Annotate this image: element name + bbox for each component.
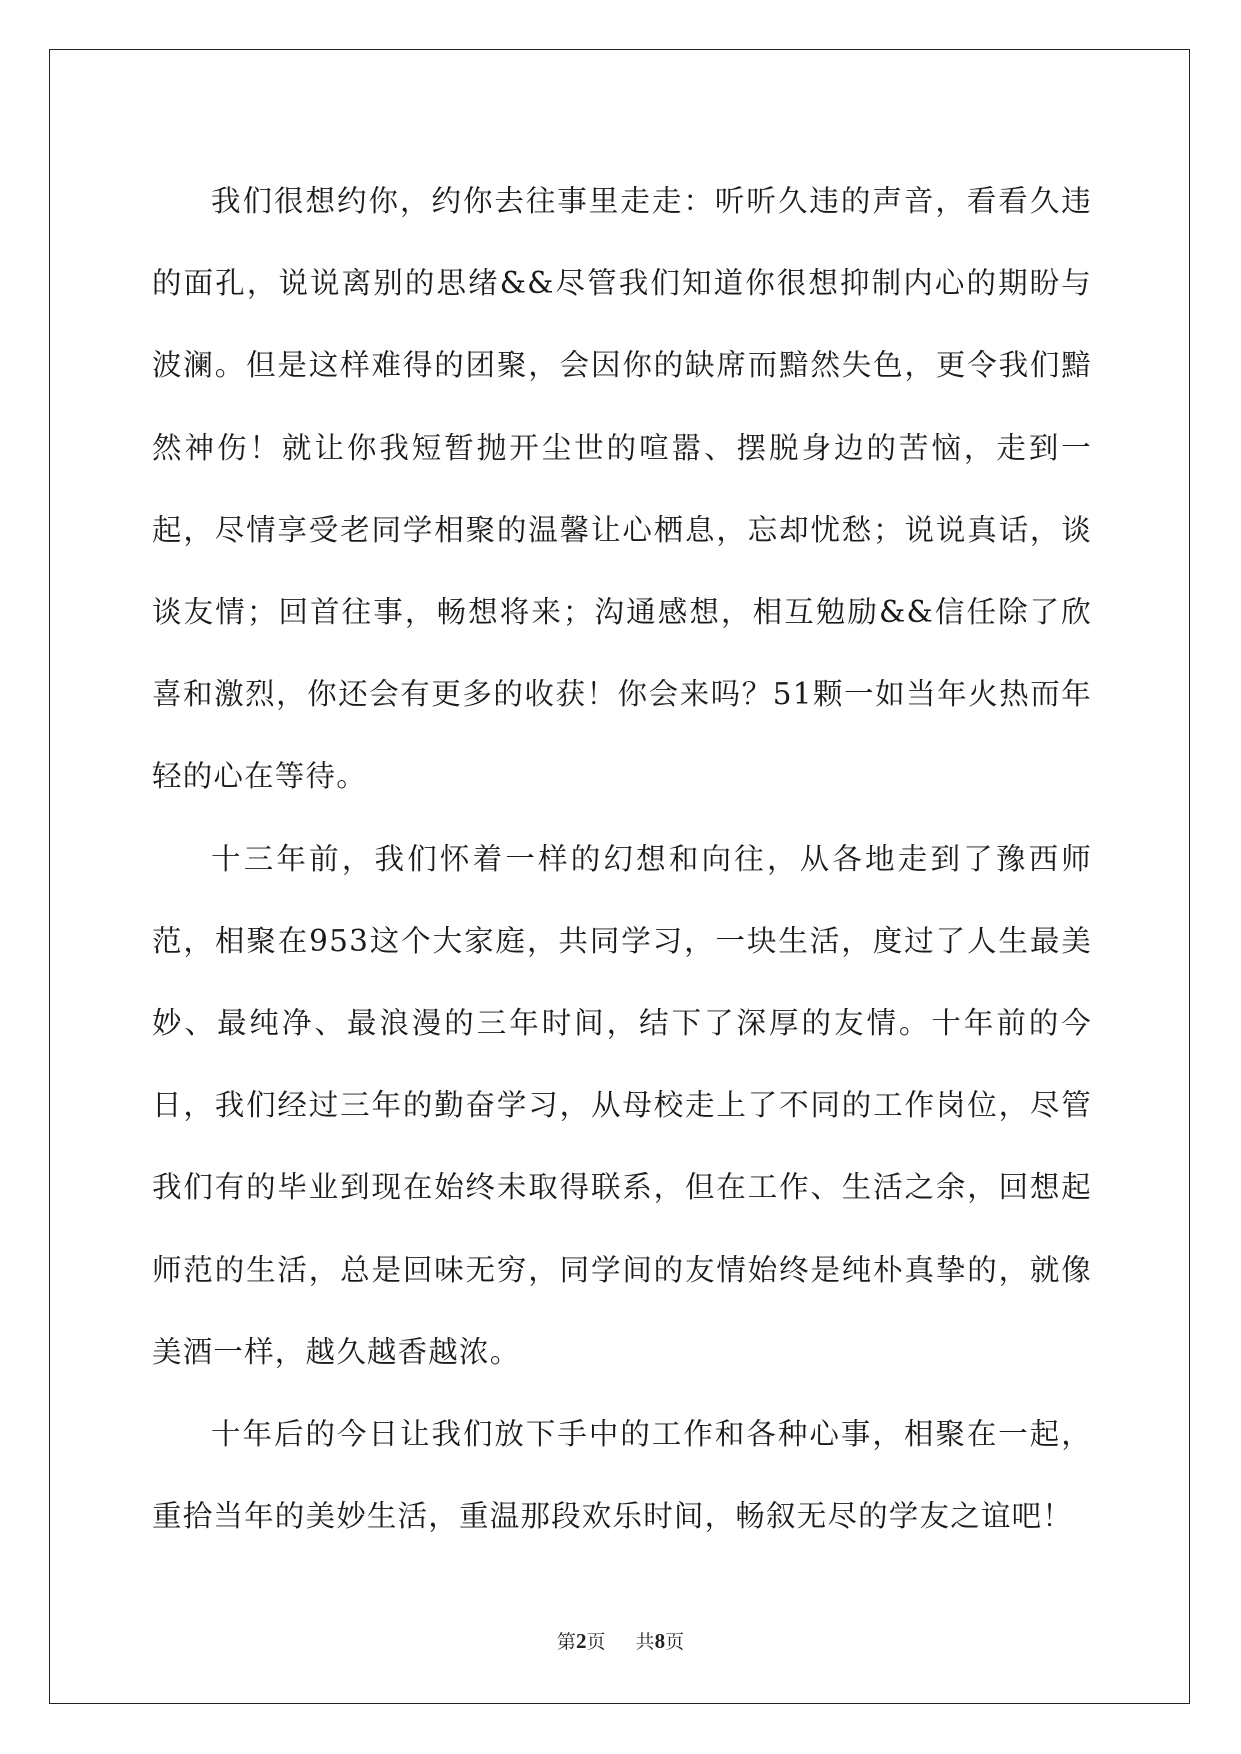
page-total: 共8页 (635, 1629, 685, 1653)
page-number: 第2页 (556, 1629, 606, 1653)
paragraph: 十年后的今日让我们放下手中的工作和各种心事，相聚在一起，重拾当年的美妙生活，重温那段欢乐时间，畅叙无尽的学友之谊吧！ (152, 1417, 1092, 1534)
document-body (152, 160, 1092, 1557)
paragraph: 我们很想约你，约你去往事里走走：听听久违的声音，看看久违的面孔，说说离别的思绪&&尽管我们知道你很想抑制内心的期盼与波澜。但是这样难得的团聚，会因你的缺席而黯然失色，更令我们黯然神伤！就让你我短暂抛开尘世的喧嚣、摆脱身边的苦恼，走到一起，尽情享受老同学相聚的温馨让心栖息，忘却忧愁；说说真话，谈谈友情；回首往事，畅想将来；沟通感想，相互勉励&&信任除了欣喜和激烈，你还会有更多的收获！你会来吗？51颗一如当年火热而年轻的心在等待。 (152, 184, 1092, 794)
page-footer (0, 1627, 1241, 1654)
paragraph: 十三年前，我们怀着一样的幻想和向往，从各地走到了豫西师范，相聚在953这个大家庭，共同学习，一块生活，度过了人生最美妙、最纯净、最浪漫的三年时间，结下了深厚的友情。十年前的今日，我们经过三年的勤奋学习，从母校走上了不同的工作岗位，尽管我们有的毕业到现在始终未取得联系，但在工作、生活之余，回想起师范的生活，总是回味无穷，同学间的友情始终是纯朴真挚的，就像美酒一样，越久越香越浓。 (152, 841, 1092, 1369)
